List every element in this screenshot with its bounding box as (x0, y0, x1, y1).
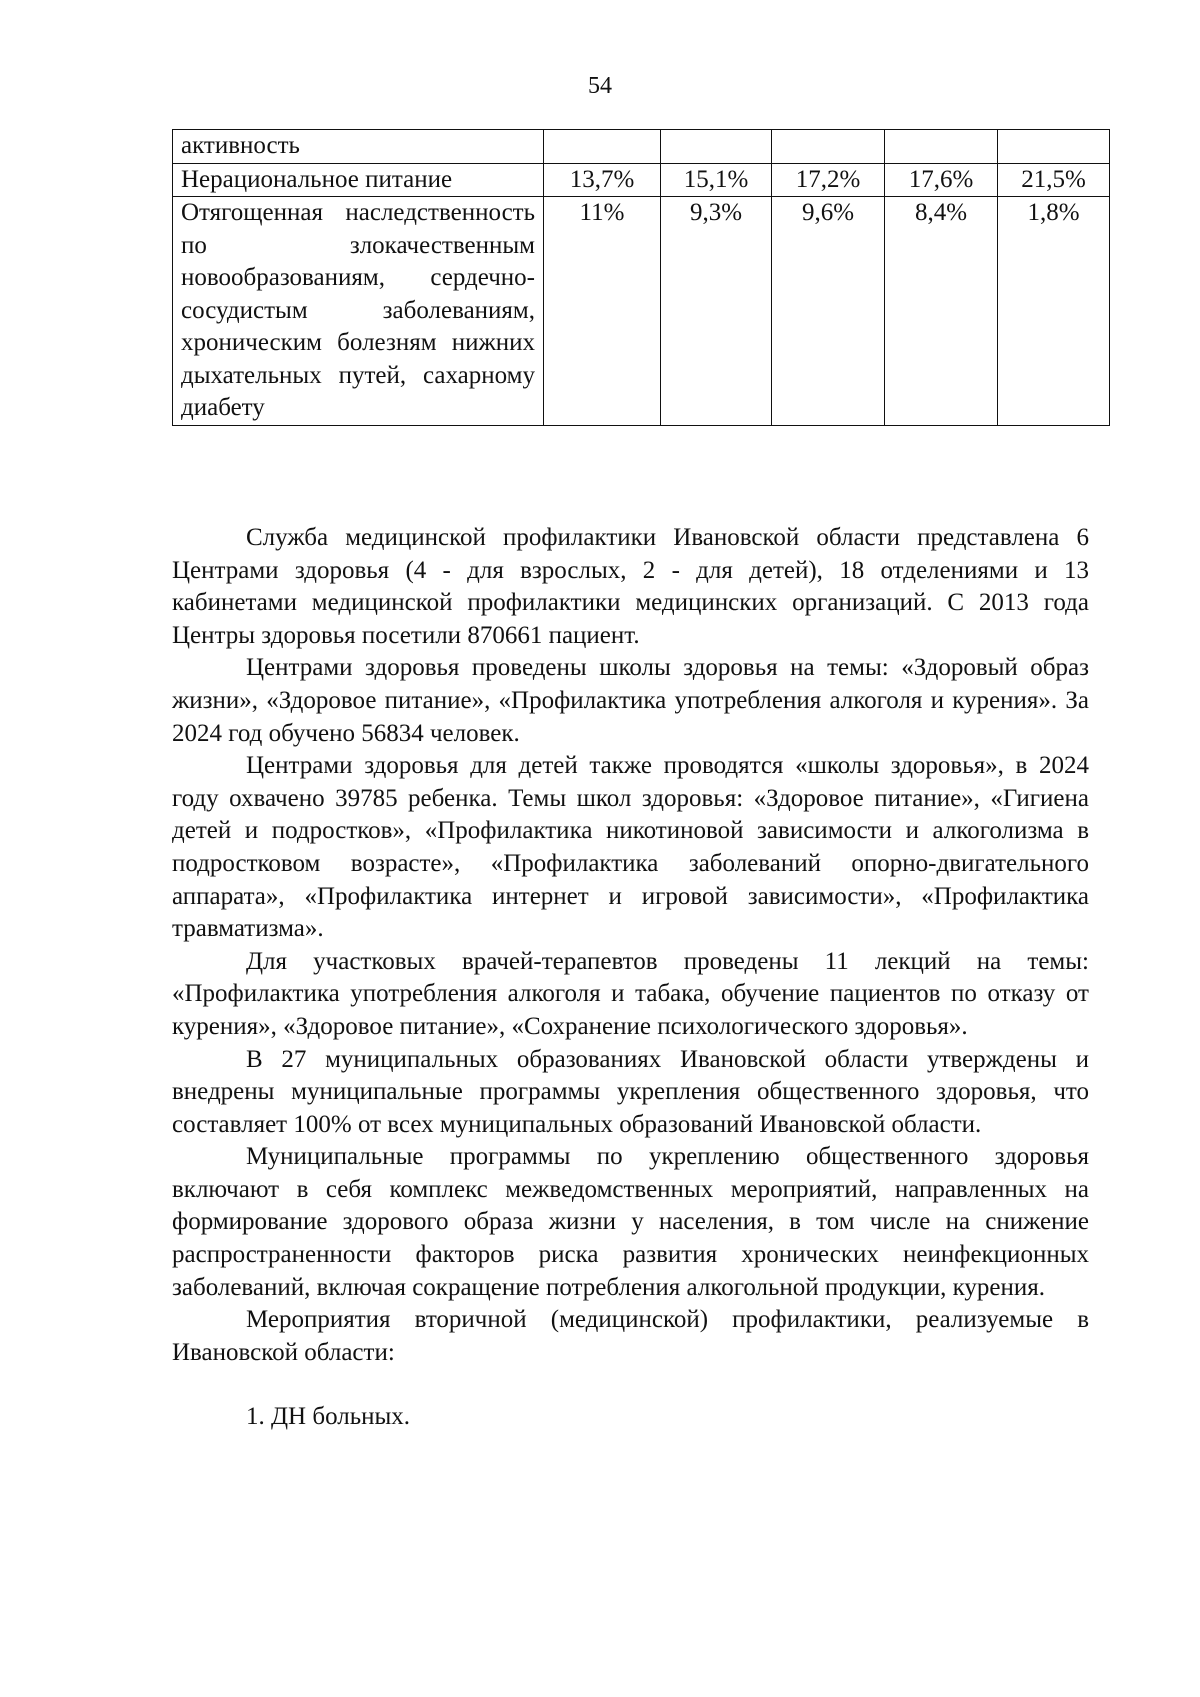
table-cell: 11% (544, 197, 661, 426)
table-cell (885, 130, 998, 164)
table-cell: 1,8% (998, 197, 1110, 426)
table-cell: 17,2% (772, 163, 885, 197)
table-cell (661, 130, 772, 164)
paragraph: Мероприятия вторичной (медицинской) профилактики, реализуемые в Ивановской области: (172, 1306, 1089, 1366)
table-cell (998, 130, 1110, 164)
table-cell: 13,7% (544, 163, 661, 197)
table-row (173, 130, 1110, 164)
paragraph: Муниципальные программы по укреплению общественного здоровья включают в себя комплекс межведомственных мероприятий, направленных на формирование здорового образа жизни у населения, в том числе на снижение распространенности факторов риска развития хронических неинфекционных заболеваний, включая сокращение потребления алкогольной продукции, курения. (172, 1143, 1089, 1301)
table-row-label: активность (173, 130, 544, 164)
table-cell (772, 130, 885, 164)
table-cell: 15,1% (661, 163, 772, 197)
table-row (173, 163, 1110, 197)
document-body (172, 522, 1089, 1434)
table-row-label: Нерациональное питание (173, 163, 544, 197)
table-cell: 17,6% (885, 163, 998, 197)
paragraph: В 27 муниципальных образованиях Ивановской области утверждены и внедрены муниципальные программы укрепления общественного здоровья, что составляет 100% от всех муниципальных образований Ивановской области. (172, 1045, 1089, 1138)
risk-factors-table (172, 129, 1110, 426)
table-row-label: Отягощенная наследственность по злокачественным новообразованиям, сердечно-сосудистым заболеваниям, хроническим болезням нижних дыхательных путей, сахарному диабету (173, 197, 544, 426)
list-item: 1. ДН больных. (246, 1403, 411, 1431)
paragraph: Служба медицинской профилактики Ивановской области представлена 6 Центрами здоровья (4 - для взрослых, 2 - для детей), 18 отделениями и 13 кабинетами медицинской профилактики медицинских организаций. С 2013 года Центры здоровья посетили 870661 пациент. (172, 524, 1089, 649)
paragraph: Для участковых врачей-терапевтов проведены 11 лекций на темы: «Профилактика употребления алкоголя и табака, обучение пациентов по отказу от курения», «Здоровое питание», «Сохранение психологического здоровья». (172, 947, 1089, 1040)
paragraph: Центрами здоровья проведены школы здоровья на темы: «Здоровый образ жизни», «Здоровое питание», «Профилактика употребления алкоголя и курения». За 2024 год обучено 56834 человек. (172, 654, 1089, 747)
table-row (173, 197, 1110, 426)
table-cell: 9,6% (772, 197, 885, 426)
page-number: 54 (588, 73, 612, 99)
table-cell (544, 130, 661, 164)
table-cell: 9,3% (661, 197, 772, 426)
table-cell: 8,4% (885, 197, 998, 426)
table-cell: 21,5% (998, 163, 1110, 197)
paragraph: Центрами здоровья для детей также проводятся «школы здоровья», в 2024 году охвачено 39785 ребенка. Темы школ здоровья: «Здоровое питание», «Гигиена детей и подростков», «Профилактика никотиновой зависимости и алкоголизма в подростковом возрасте», «Профилактика заболеваний опорно-двигательного аппарата», «Профилактика интернет и игровой зависимости», «Профилактика травматизма». (172, 752, 1089, 943)
